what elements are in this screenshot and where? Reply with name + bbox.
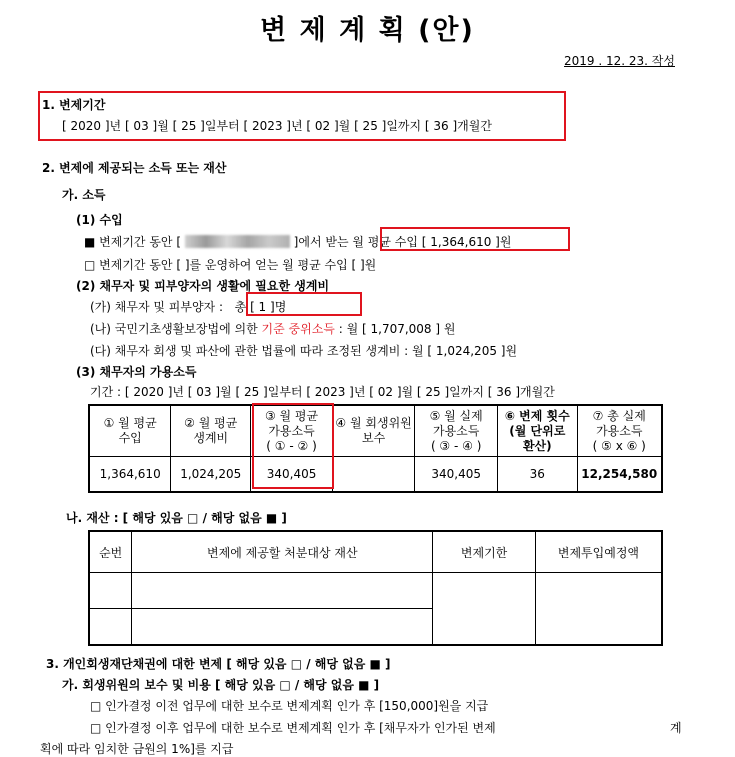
cell-trustee-fee bbox=[332, 457, 414, 493]
cell-monthly-income: 1,364,610 bbox=[89, 457, 171, 493]
median-income-line bbox=[90, 320, 455, 337]
living-cost-heading: (2) 채무자 및 피부양자의 생활에 필요한 생계비 bbox=[76, 279, 330, 293]
income-line-1-mid: ]에서 받는 bbox=[293, 235, 349, 249]
dependents-highlight-box bbox=[246, 292, 362, 316]
col-trustee-fee: ④ 월 회생위원 보수 bbox=[332, 405, 414, 457]
document-title: 변 제 계 획 (안) bbox=[260, 15, 475, 46]
fee-line-3: 획에 따라 임치한 금원의 1%]를 지급 bbox=[40, 742, 234, 756]
income-line-2: □ 변제기간 동안 [ ]를 운영하여 얻는 월 평균 수입 [ ]원 bbox=[84, 258, 377, 272]
table-row bbox=[89, 573, 662, 609]
col-monthly-income: ① 월 평균 수입 bbox=[89, 405, 171, 457]
monthly-income-value: 월 평균 수입 [ 1,364,610 ]원 bbox=[352, 235, 512, 249]
median-income-label: 기준 중위소득 bbox=[261, 322, 335, 336]
monthly-income-highlight-box bbox=[380, 227, 570, 251]
col-property: 변제에 제공할 처분대상 재산 bbox=[132, 531, 433, 573]
document-date: 2019 . 12. 23. 작성 bbox=[564, 54, 675, 68]
fee-line-2: □ 인가결정 이후 업무에 대한 보수로 변제계획 인가 후 [채무자가 인가된 변제 bbox=[90, 721, 496, 735]
disposable-period-line: 기간 : [ 2020 ]년 [ 03 ]월 [ 25 ]일부터 [ 2023 ]년 [ 02 ]월 [ 25 ]일까지 [ 36 ]개월간 bbox=[90, 385, 555, 399]
cell-total-disposable: 12,254,580 bbox=[577, 457, 662, 493]
table-header-row bbox=[89, 405, 662, 457]
col-seq: 순번 bbox=[89, 531, 132, 573]
fee-line-1: □ 인가결정 이전 업무에 대한 보수로 변제계획 인가 후 [150,000]원을 지급 bbox=[90, 699, 489, 713]
table-row bbox=[89, 457, 662, 493]
section2-heading: 2. 변제에 제공되는 소득 또는 재산 bbox=[42, 161, 227, 175]
cell-monthly-living-cost: 1,024,205 bbox=[171, 457, 251, 493]
adjusted-living-cost-line: (다) 채무자 회생 및 파산에 관한 법률에 따라 조정된 생계비 : 월 [ 1,024,205 ]원 bbox=[90, 344, 518, 358]
section3-heading: 3. 개인회생재단채권에 대한 변제 [ 해당 있음 □ / 해당 없음 ■ ] bbox=[46, 657, 391, 671]
redacted-employer-name bbox=[185, 235, 290, 248]
disposable-income-highlight-box bbox=[252, 403, 334, 489]
disposable-income-table bbox=[88, 404, 663, 493]
col-deadline: 변제기한 bbox=[433, 531, 536, 573]
col-monthly-disposable: ③ 월 평균 가용소득 ( ① - ② ) bbox=[251, 405, 333, 457]
dependents-count: 총 [ 1 ]명 bbox=[234, 300, 287, 314]
cell-actual-disposable: 340,405 bbox=[415, 457, 498, 493]
col-total-disposable: ⑦ 총 실제 가용소득 ( ⑤ x ⑥ ) bbox=[577, 405, 662, 457]
col-planned-amount: 변제투입예정액 bbox=[535, 531, 662, 573]
trustee-fee-heading: 가. 회생위원의 보수 및 비용 [ 해당 있음 □ / 해당 없음 ■ ] bbox=[62, 678, 380, 692]
disposable-income-heading: (3) 채무자의 가용소득 bbox=[76, 365, 197, 379]
fee-line-2-tail: 계 bbox=[670, 721, 682, 735]
median-income-value: : 월 [ 1,707,008 ] 원 bbox=[338, 322, 456, 336]
repayment-period-line: [ 2020 ]년 [ 03 ]월 [ 25 ]일부터 [ 2023 ]년 [ 02 ]월 [ 25 ]일까지 [ 36 ]개월간 bbox=[62, 119, 492, 133]
dependents-label: (가) 채무자 및 피부양자 : bbox=[90, 300, 223, 314]
property-heading: 나. 재산 : [ 해당 있음 □ / 해당 없음 ■ ] bbox=[66, 511, 287, 525]
col-repayment-count: ⑥ 변제 횟수 (월 단위로 환산) bbox=[498, 405, 577, 457]
cell-repayment-count: 36 bbox=[498, 457, 577, 493]
median-income-prefix: (나) 국민기초생활보장법에 의한 bbox=[90, 322, 258, 336]
property-table bbox=[88, 530, 663, 646]
income-line-1-prefix: ■ 변제기간 동안 [ bbox=[84, 235, 182, 249]
income-subheading: 가. 소득 bbox=[62, 188, 106, 202]
col-monthly-living-cost: ② 월 평균 생계비 bbox=[171, 405, 251, 457]
section1-heading: 1. 변제기간 bbox=[42, 98, 106, 112]
col-actual-disposable: ⑤ 월 실제 가용소득 ( ③ - ④ ) bbox=[415, 405, 498, 457]
table-header-row bbox=[89, 531, 662, 573]
revenue-heading: (1) 수입 bbox=[76, 213, 123, 227]
cell-monthly-disposable: 340,405 bbox=[251, 457, 333, 493]
